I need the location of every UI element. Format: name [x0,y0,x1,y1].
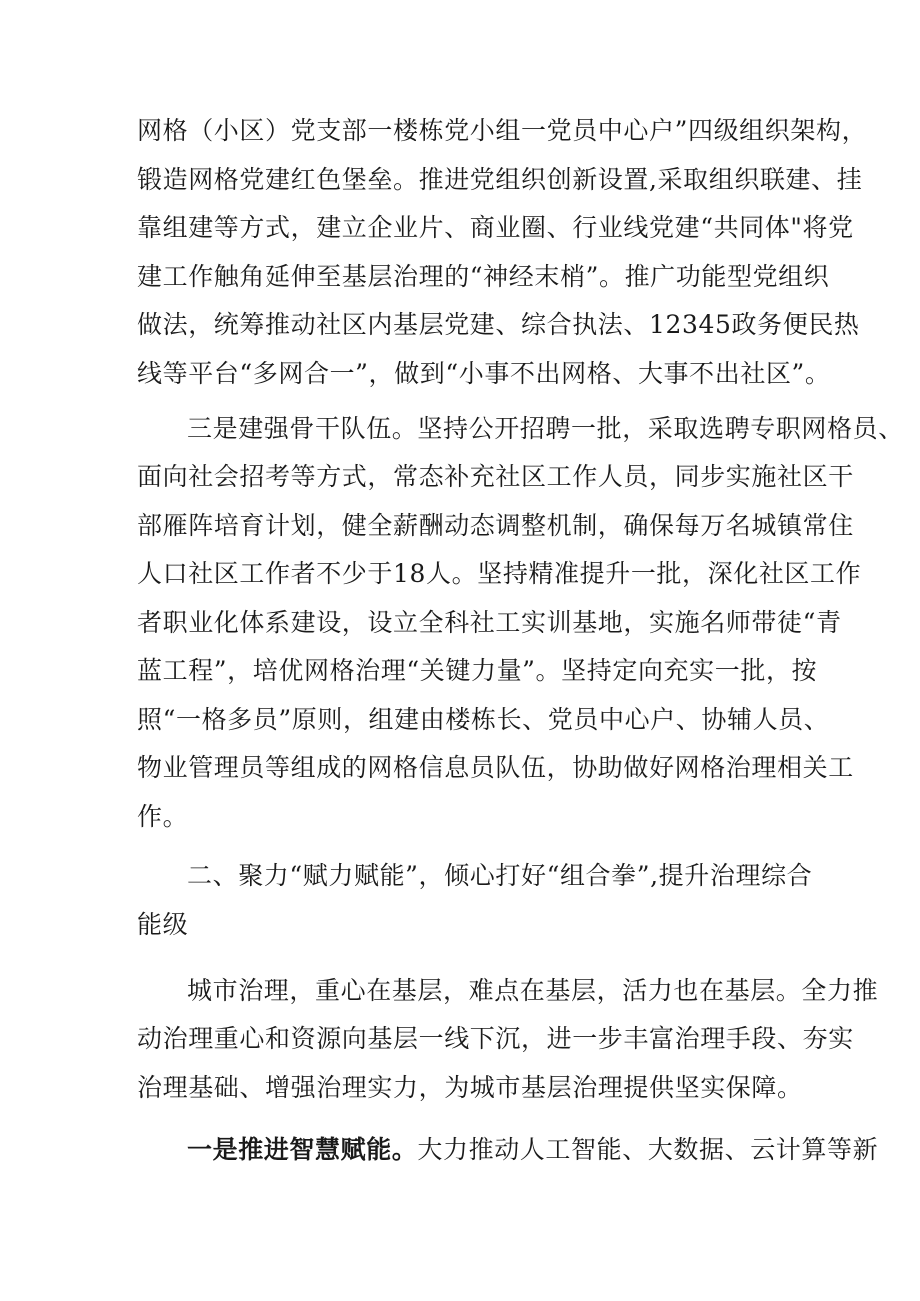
paragraph-start-line [187,1135,878,1165]
text-line: 线等平台“多网合一”，做到“小事不出网格、大事不出社区”。 [137,359,831,388]
text-line: 治理基础、增强治理实力，为城市基层治理提供坚实保障。 [137,1073,803,1102]
text-line: 蓝工程”，培优网格治理“关键力量”。坚持定向充实一批，按 [137,656,818,685]
text-line: 建工作触角延伸至基层治理的“神经末梢”。推广功能型党组织 [137,262,830,291]
text-line: 照“一格多员”原则，组建由楼栋长、党员中心户、协辅人员、 [137,705,830,734]
bold-lead-text: 一是推进智慧赋能。 [187,1135,418,1164]
text-line: 动治理重心和资源向基层一线下沉，进一步丰富治理手段、夯实 [137,1024,854,1053]
text-line: 面向社会招考等方式，常态补充社区工作人员，同步实施社区干 [137,462,854,491]
lead-rest-text: 大力推动人工智能、大数据、云计算等新 [417,1135,879,1164]
paragraph-start-line: 三是建强骨干队伍。坚持公开招聘一批，采取选聘专职网格员、 [187,414,904,443]
text-line: 作。 [137,802,189,831]
section-heading-line: 二、聚力“赋力赋能”，倾心打好“组合拳”,提升治理综合 [187,861,813,890]
text-line: 者职业化体系建设，设立全科社工实训基地，实施名师带徒“青 [137,608,842,637]
text-line: 靠组建等方式，建立企业片、商业圈、行业线党建“共同体"将党 [137,213,854,242]
text-line: 网格（小区）党支部一楼栋党小组一党员中心户”四级组织架构， [137,116,868,145]
paragraph-start-line: 城市治理，重心在基层，难点在基层，活力也在基层。全力推 [187,976,879,1005]
text-line: 做法，统筹推动社区内基层党建、综合执法、12345政务便民热 [137,310,860,339]
text-line: 人口社区工作者不少于18人。坚持精准提升一批，深化社区工作 [137,559,862,588]
text-line: 物业管理员等组成的网格信息员队伍，协助做好网格治理相关工 [137,753,854,782]
text-line: 部雁阵培育计划，健全薪酬动态调整机制，确保每万名城镇常住 [137,511,854,540]
text-line: 锻造网格党建红色堡垒。推进党组织创新设置,采取组织联建、挂 [137,165,863,194]
section-heading-line: 能级 [137,910,189,939]
